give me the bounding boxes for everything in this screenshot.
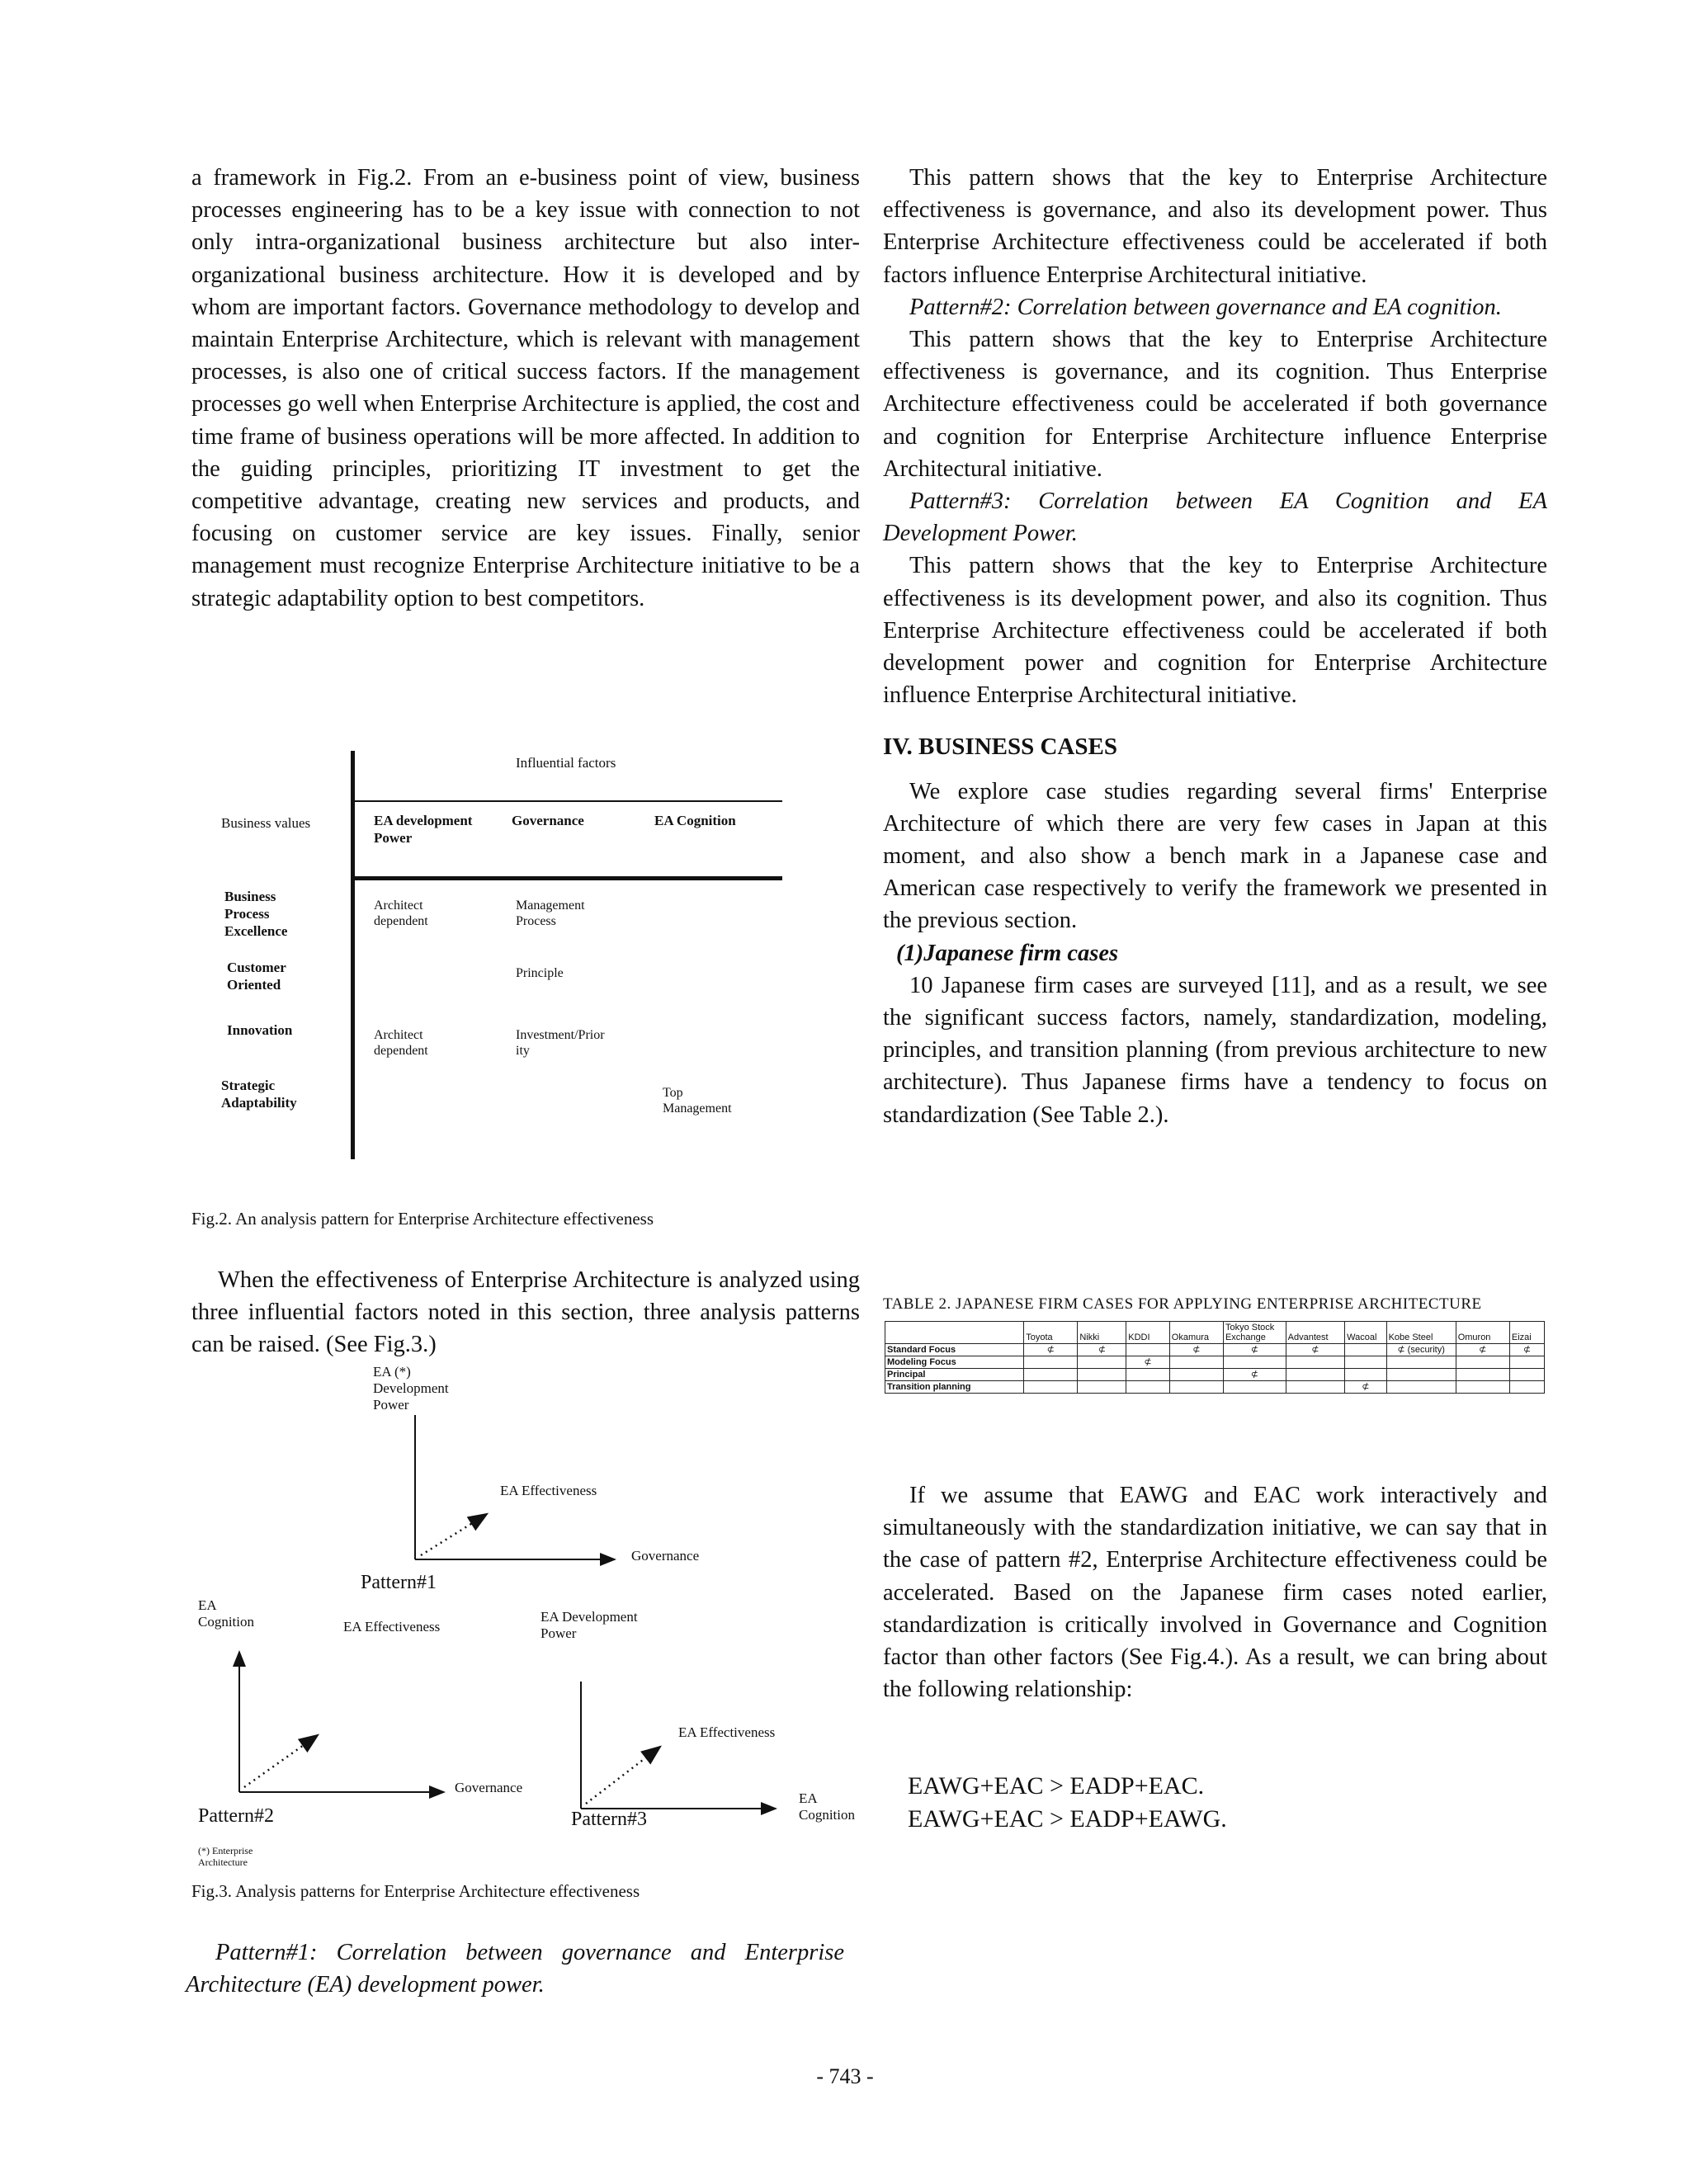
table-cell (1169, 1381, 1223, 1394)
right-column (883, 162, 1547, 1131)
body-paragraph: We explore case studies regarding several firms' Enterprise Architecture of which there are very few cases in Japan at this moment, and also show a bench mark in a Japanese case and American case respectively to verify the framework we presented in the previous section. (883, 778, 1547, 934)
fig3-p2-xaxis-label: Governance (455, 1780, 523, 1795)
body-paragraph: 10 Japanese firm cases are surveyed [11], and as a result, we see the significant success factors, namely, standardization, modeling, principles, and transition planning (from previous architecture to new architecture). Thus Japanese firms have a tendency to focus on standardization (See Table 2.). (883, 972, 1547, 1128)
fig2-row-strategic-adaptability: Strategic Adaptability (221, 1078, 297, 1111)
pattern2-heading: Pattern#2: Correlation between governance and EA cognition. (909, 294, 1502, 320)
fig3-caption: Fig.3. Analysis patterns for Enterprise Architecture effectiveness (191, 1881, 640, 1901)
table-cell (1126, 1344, 1170, 1356)
table-cell (1509, 1369, 1544, 1381)
table-cell (1286, 1356, 1344, 1369)
fig2-col-ea-cognition: EA Cognition (654, 813, 736, 828)
table-cell: ⊄ (1024, 1344, 1078, 1356)
body-paragraph: a framework in Fig.2. From an e-business point of view, business processes engineering has to be a key issue with connection to not only intra-organizational business architecture but also inter-organizational business architecture. How it is developed and by whom are important factors. Governance methodology to develop and maintain Enterprise Architecture, which is relevant with management processes, is also one of critical success factors. If the management processes go well when Enterprise Architecture is applied, the cost and time frame of business operations will be more affected. In addition to the guiding principles, prioritizing IT investment to get the competitive advantage, creating new services and products, and focusing on customer service are key issues. Finally, senior management must recognize Enterprise Architecture initiative to be a strategic adaptability option to best competitors. (191, 165, 860, 611)
table-cell (1078, 1369, 1126, 1381)
table-cell: ⊄ (1169, 1344, 1223, 1356)
table-cell (1169, 1369, 1223, 1381)
table-cell (1223, 1356, 1286, 1369)
table2-title: TABLE 2. JAPANESE FIRM CASES FOR APPLYING ENTERPRISE ARCHITECTURE (883, 1295, 1482, 1313)
table-header: Nikki (1078, 1322, 1126, 1344)
table-cell (1024, 1356, 1078, 1369)
table-cell (1345, 1344, 1386, 1356)
table-cell (1386, 1356, 1456, 1369)
formula-2: EAWG+EAC > EADP+EAWG. (908, 1805, 1227, 1833)
body-paragraph: If we assume that EAWG and EAC work interactively and simultaneously with the standardization initiative, we can say that in the case of pattern #2, Enterprise Architecture effectiveness could be accelerated. Based on the Japanese firm cases noted earlier, standardization is critically involved in Governance and Cognition factor than other factors (See Fig.4.). As a result, we can bring about the following relationship: (883, 1483, 1547, 1703)
row-header: Transition planning (885, 1381, 1024, 1394)
table-header: Eizai (1509, 1322, 1544, 1344)
table-cell (1456, 1369, 1509, 1381)
table-cell: ⊄ (1078, 1344, 1126, 1356)
body-paragraph: This pattern shows that the key to Enterprise Architecture effectiveness is governance, and its cognition. Thus Enterprise Architecture effectiveness could be accelerated if both governance and cognition for Enterprise Architecture influence Enterprise Architectural initiative. (883, 327, 1547, 482)
fig3-p1-xaxis-label: Governance (631, 1548, 700, 1564)
table-cell (1386, 1381, 1456, 1394)
table-cell: ⊄ (1345, 1381, 1386, 1394)
table-cell: ⊄ (1509, 1344, 1544, 1356)
table-cell: ⊄ (1456, 1344, 1509, 1356)
table-cell: ⊄ (security) (1386, 1344, 1456, 1356)
table-cell (1456, 1356, 1509, 1369)
table-header: Okamura (1169, 1322, 1223, 1344)
table-header: Toyota (1024, 1322, 1078, 1344)
fig3-pattern1-label: Pattern#1 (361, 1572, 437, 1593)
row-header: Modeling Focus (885, 1356, 1024, 1369)
section-heading: IV. BUSINESS CASES (883, 734, 1117, 761)
right-column-bottom (883, 1479, 1547, 1705)
table-cell: ⊄ (1286, 1344, 1344, 1356)
table-cell (1286, 1369, 1344, 1381)
table-header-row (885, 1322, 1545, 1344)
fig3-pattern2-label: Pattern#2 (198, 1805, 274, 1827)
table-row (885, 1381, 1545, 1394)
table-cell (1345, 1369, 1386, 1381)
fig3-p2-effectiveness: EA Effectiveness (343, 1619, 441, 1634)
fig2-cell: Architect dependent (374, 899, 428, 928)
table-header: Kobe Steel (1386, 1322, 1456, 1344)
table-cell (1456, 1381, 1509, 1394)
fig2-cell: Management Process (516, 899, 585, 928)
fig3-pattern3-label: Pattern#3 (571, 1809, 647, 1830)
table-row (885, 1356, 1545, 1369)
fig2-cell: Architect dependent (374, 1028, 428, 1058)
fig2-row-innovation: Innovation (227, 1022, 293, 1038)
body-paragraph: This pattern shows that the key to Enterprise Architecture effectiveness is its development power, and also its cognition. Thus Enterprise Architecture effectiveness could be accelerated if both development power and cognition for Enterprise Architecture influence Enterprise Architectural initiative. (883, 553, 1547, 709)
table-cell (1078, 1356, 1126, 1369)
table-cell (1024, 1369, 1078, 1381)
table-cell (1126, 1369, 1170, 1381)
table-cell (1509, 1381, 1544, 1394)
subsection-heading: (1)Japanese firm cases (896, 940, 1119, 966)
table-cell (1386, 1369, 1456, 1381)
table-cell (1169, 1356, 1223, 1369)
table-cell: ⊄ (1223, 1369, 1286, 1381)
table-cell: ⊄ (1223, 1344, 1286, 1356)
fig3-p3-xaxis-label: EA Cognition (799, 1790, 856, 1823)
table-cell (1345, 1356, 1386, 1369)
left-column-bottom (186, 1936, 844, 2001)
fig2-cell: Investment/Prior ity (516, 1028, 605, 1058)
table-cell (1223, 1381, 1286, 1394)
row-header: Standard Focus (885, 1344, 1024, 1356)
fig2-business-values: Business values (221, 815, 311, 831)
fig3-p3-yaxis-label: EA Development Power (541, 1609, 638, 1641)
table-header: Tokyo Stock Exchange (1223, 1322, 1286, 1344)
fig2-row-customer-oriented: Customer Oriented (227, 960, 286, 993)
page-number: - 743 - (816, 2064, 874, 2088)
table-cell (1509, 1356, 1544, 1369)
row-header: Principal (885, 1369, 1024, 1381)
table-cell (1126, 1381, 1170, 1394)
table-header: Advantest (1286, 1322, 1344, 1344)
table-cell (1078, 1381, 1126, 1394)
pattern1-heading: Pattern#1: Correlation between governance and Enterprise Architecture (EA) development power. (186, 1940, 844, 1998)
fig3-footnote: (*) Enterprise Architecture (198, 1845, 253, 1868)
formula-1: EAWG+EAC > EADP+EAC. (908, 1772, 1205, 1800)
table-cell (1286, 1381, 1344, 1394)
fig3-p1-yaxis-label: EA (*) Development Power (373, 1364, 449, 1413)
fig2-row-business-process: Business Process Excellence (224, 889, 288, 939)
body-paragraph: This pattern shows that the key to Enterprise Architecture effectiveness is governance, and also its development power. Thus Enterprise Architecture effectiveness could be accelerated if both factors influence Enterprise Architectural initiative. (883, 165, 1547, 288)
fig2-col-governance: Governance (512, 813, 584, 828)
table-header: Omuron (1456, 1322, 1509, 1344)
table-2 (885, 1321, 1545, 1394)
fig3-p3-effectiveness: EA Effectiveness (678, 1724, 776, 1740)
fig2-cell: Principle (516, 966, 564, 980)
fig3-p2-yaxis-label: EA Cognition (198, 1597, 255, 1630)
table-row (885, 1344, 1545, 1356)
fig2-col-ea-dev-power: EA development Power (374, 813, 473, 846)
table-cell (1024, 1381, 1078, 1394)
table-row (885, 1369, 1545, 1381)
table-cell: ⊄ (1126, 1356, 1170, 1369)
fig2-caption: Fig.2. An analysis pattern for Enterprise Architecture effectiveness (191, 1209, 654, 1229)
fig3-p1-effectiveness: EA Effectiveness (500, 1483, 597, 1498)
table-header (885, 1322, 1024, 1344)
table-header: Wacoal (1345, 1322, 1386, 1344)
body-paragraph: When the effectiveness of Enterprise Architecture is analyzed using three influential factors noted in this section, three analysis patterns can be raised. (See Fig.3.) (191, 1267, 860, 1358)
fig2-influential-factors: Influential factors (516, 755, 616, 771)
fig2-cell: Top Management (663, 1086, 732, 1116)
table-header: KDDI (1126, 1322, 1170, 1344)
pattern3-heading: Pattern#3: Correlation between EA Cognition and EA Development Power. (883, 488, 1547, 547)
